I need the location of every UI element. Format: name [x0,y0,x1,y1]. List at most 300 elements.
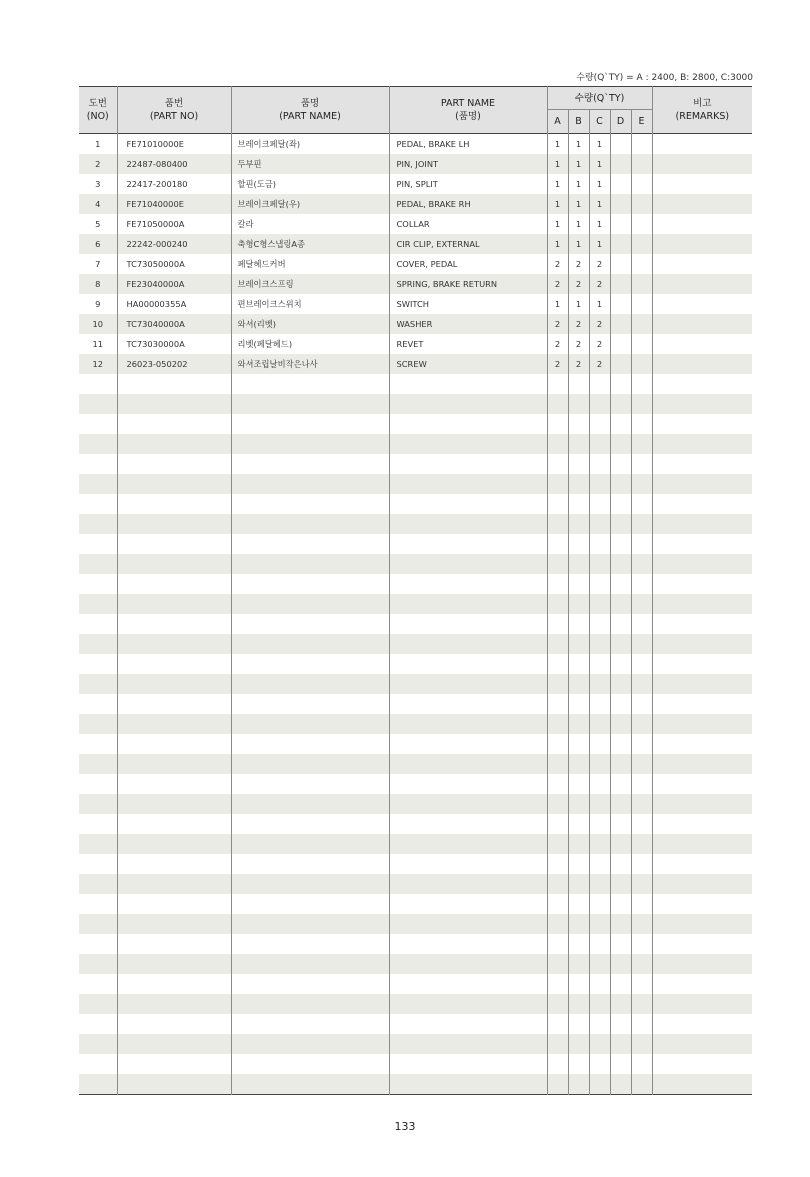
part-number-cell [117,734,231,754]
empty-table-row [79,394,752,414]
remarks-cell [652,214,752,234]
qty-e-cell [631,994,652,1014]
empty-table-row [79,694,752,714]
remarks-cell [652,514,752,534]
empty-table-row [79,934,752,954]
part-name-korean-cell [231,854,389,874]
qty-a-cell [547,934,568,954]
qty-c-cell [589,554,610,574]
part-name-korean-cell [231,394,389,414]
qty-e-cell [631,154,652,174]
part-name-korean-cell: 와셔조립날비작은나사 [231,354,389,374]
remarks-cell [652,834,752,854]
qty-c-cell [589,794,610,814]
qty-e-cell [631,814,652,834]
qty-e-cell [631,494,652,514]
remarks-cell [652,734,752,754]
part-name-korean-cell [231,374,389,394]
part-name-korean-cell: 편브레이크스위치 [231,294,389,314]
qty-e-cell [631,894,652,914]
part-name-english-cell: WASHER [389,314,547,334]
part-name-english-cell [389,774,547,794]
qty-b-cell [568,834,589,854]
qty-e-cell [631,914,652,934]
qty-d-cell [610,174,631,194]
qty-a-cell [547,594,568,614]
qty-b-cell: 1 [568,154,589,174]
qty-b-cell [568,934,589,954]
qty-a-cell [547,694,568,714]
row-number-cell: 9 [95,299,101,309]
qty-a-cell: 1 [547,294,568,314]
part-name-korean-cell: 축형C형스냅링A종 [231,234,389,254]
part-number-cell [117,934,231,954]
part-name-korean-cell [231,414,389,434]
qty-d-cell [610,814,631,834]
part-name-korean-cell [231,714,389,734]
qty-c-cell: 2 [589,334,610,354]
qty-d-cell [610,954,631,974]
empty-table-row [79,514,752,534]
table-row [79,134,752,155]
part-name-korean-cell [231,1034,389,1054]
part-number-cell [117,874,231,894]
part-name-english-cell [389,534,547,554]
part-name-english-cell [389,934,547,954]
qty-a-cell [547,734,568,754]
qty-e-cell [631,954,652,974]
row-number-cell: 8 [79,274,117,294]
qty-a-cell [547,1054,568,1074]
part-name-korean-cell [231,654,389,674]
part-number-cell [117,1074,231,1095]
row-number-cell: 7 [95,259,101,269]
part-number-cell [117,494,231,514]
part-number-cell [117,714,231,734]
part-number-cell: TC73050000A [117,254,231,274]
qty-d-cell [610,334,631,354]
empty-table-row [79,614,752,634]
qty-a-cell [547,874,568,894]
part-name-korean-cell [231,974,389,994]
row-number-cell [79,654,117,674]
qty-e-cell [631,1074,652,1095]
part-number-cell [117,694,231,714]
qty-e-cell [631,214,652,234]
qty-e-cell [631,854,652,874]
part-number-cell [117,474,231,494]
remarks-cell [652,194,752,214]
remarks-cell [652,574,752,594]
empty-table-row [79,534,752,554]
empty-table-row [79,954,752,974]
empty-table-row [79,674,752,694]
part-number-cell [117,894,231,914]
table-row [79,314,752,334]
qty-a-cell: 2 [547,314,568,334]
qty-c-cell [589,954,610,974]
part-name-english-cell [389,594,547,614]
row-number-cell [79,394,117,414]
qty-e-cell [631,234,652,254]
qty-b-cell [568,634,589,654]
part-number-cell [117,634,231,654]
part-name-english-cell [389,1074,547,1095]
qty-e-cell [631,754,652,774]
empty-table-row [79,994,752,1014]
remarks-cell [652,874,752,894]
row-number-cell: 10 [79,314,117,334]
qty-a-cell [547,914,568,934]
header-qty-e: E [631,110,652,134]
qty-d-cell [610,594,631,614]
part-name-korean-cell [231,774,389,794]
qty-b-cell: 2 [568,314,589,334]
part-number-cell [117,394,231,414]
part-number-cell [117,1054,231,1074]
part-number-cell: 22487-080400 [117,154,231,174]
empty-table-row [79,434,752,454]
part-name-english-cell [389,574,547,594]
qty-e-cell [631,874,652,894]
qty-b-cell: 1 [568,174,589,194]
qty-b-cell [568,814,589,834]
part-number-cell: HA00000355A [117,294,231,314]
qty-b-cell [568,974,589,994]
empty-table-row [79,654,752,674]
table-row [79,274,752,294]
part-number-cell [117,654,231,674]
qty-a-cell [547,454,568,474]
part-name-english-cell [389,434,547,454]
qty-a-cell [547,514,568,534]
remarks-cell [652,1054,752,1074]
part-name-english-cell [389,1034,547,1054]
remarks-cell [652,634,752,654]
remarks-cell [652,554,752,574]
qty-b-cell [568,434,589,454]
qty-c-cell [589,574,610,594]
part-name-english-cell [389,694,547,714]
part-name-english-cell [389,474,547,494]
qty-c-cell [589,414,610,434]
part-name-korean-cell: 할핀(도금) [231,174,389,194]
qty-b-cell [568,1034,589,1054]
qty-b-cell [568,374,589,394]
row-number-cell [79,914,117,934]
qty-d-cell [610,674,631,694]
empty-table-row [79,754,752,774]
header-qty-b: B [568,110,589,134]
remarks-cell [652,274,752,294]
qty-d-cell [610,414,631,434]
remarks-cell [652,854,752,874]
remarks-cell [652,714,752,734]
row-number-cell [79,634,117,654]
part-name-english-cell: REVET [389,334,547,354]
qty-d-cell [610,894,631,914]
row-number-cell [79,614,117,634]
qty-a-cell [547,714,568,734]
empty-table-row [79,1034,752,1054]
qty-b-cell [568,874,589,894]
qty-b-cell [568,554,589,574]
qty-e-cell [631,314,652,334]
row-number-cell [79,1074,117,1095]
qty-a-cell [547,954,568,974]
row-number-cell [79,1034,117,1054]
table-row [79,354,752,374]
qty-c-cell [589,614,610,634]
qty-b-cell [568,954,589,974]
empty-table-row [79,594,752,614]
qty-d-cell [610,774,631,794]
qty-e-cell [631,474,652,494]
part-number-cell [117,1034,231,1054]
qty-c-cell [589,894,610,914]
part-name-korean-cell [231,814,389,834]
part-number-cell [117,514,231,534]
part-name-korean-cell: 브레이크페달(좌) [231,134,389,155]
qty-b-cell [568,1074,589,1095]
header-qty-a: A [547,110,568,134]
row-number-cell [79,374,117,394]
empty-table-row [79,634,752,654]
qty-b-cell [568,1054,589,1074]
part-name-english-cell: SCREW [389,354,547,374]
remarks-cell [652,254,752,274]
part-name-english-cell: SWITCH [389,294,547,314]
remarks-cell [652,914,752,934]
part-number-cell [117,814,231,834]
qty-e-cell [631,614,652,634]
row-number-cell [79,1014,117,1034]
part-name-english-cell [389,674,547,694]
row-number-cell [79,534,117,554]
qty-b-cell [568,1014,589,1034]
qty-a-cell [547,794,568,814]
qty-e-cell [631,574,652,594]
qty-c-cell [589,934,610,954]
empty-table-row [79,1054,752,1074]
qty-a-cell: 2 [547,254,568,274]
qty-c-cell [589,714,610,734]
row-number-cell [79,894,117,914]
remarks-cell [652,794,752,814]
qty-b-cell: 2 [568,354,589,374]
qty-d-cell [610,734,631,754]
row-number-cell [79,834,117,854]
qty-d-cell [610,134,631,155]
part-name-korean-cell [231,874,389,894]
part-name-english-cell [389,894,547,914]
part-number-cell: 26023-050202 [117,354,231,374]
qty-c-cell [589,834,610,854]
qty-a-cell [547,854,568,874]
row-number-cell: 4 [79,194,117,214]
qty-c-cell [589,814,610,834]
qty-a-cell [547,534,568,554]
qty-e-cell [631,334,652,354]
qty-a-cell: 1 [547,134,568,155]
row-number-cell [79,994,117,1014]
qty-d-cell [610,574,631,594]
part-name-english-cell [389,794,547,814]
table-row [79,214,752,234]
qty-e-cell [631,454,652,474]
row-number-cell [79,434,117,454]
part-number-cell [117,434,231,454]
qty-e-cell [631,354,652,374]
table-row [79,294,752,314]
remarks-cell [652,1014,752,1034]
row-number-cell: 5 [95,219,101,229]
part-number-cell: TC73030000A [117,334,231,354]
part-name-english-cell [389,494,547,514]
part-number-cell: FE71050000A [117,214,231,234]
remarks-cell [652,354,752,374]
empty-table-row [79,1074,752,1095]
qty-c-cell [589,654,610,674]
qty-d-cell [610,634,631,654]
qty-c-cell [589,534,610,554]
qty-a-cell [547,754,568,774]
part-name-korean-cell [231,1054,389,1074]
empty-table-row [79,474,752,494]
qty-b-cell [568,734,589,754]
part-name-korean-cell [231,454,389,474]
qty-c-cell [589,434,610,454]
header-qty-c: C [589,110,610,134]
qty-b-cell [568,694,589,714]
part-name-korean-cell [231,834,389,854]
part-name-korean-cell: 브레이크페달(우) [231,194,389,214]
part-name-korean-cell [231,1074,389,1095]
row-number-cell [79,774,117,794]
qty-c-cell [589,974,610,994]
part-name-english-cell [389,834,547,854]
qty-e-cell [631,414,652,434]
remarks-cell [652,154,752,174]
qty-e-cell [631,694,652,714]
part-name-korean-cell [231,574,389,594]
qty-b-cell: 2 [568,334,589,354]
qty-d-cell [610,214,631,234]
remarks-cell [652,694,752,714]
row-number-cell: 11 [92,339,104,349]
remarks-cell [652,1034,752,1054]
remarks-cell [652,134,752,155]
part-name-korean-cell [231,1014,389,1034]
qty-e-cell [631,134,652,155]
part-name-english-cell [389,1054,547,1074]
part-name-english-cell [389,634,547,654]
part-name-korean-cell [231,494,389,514]
qty-b-cell [568,654,589,674]
qty-d-cell [610,854,631,874]
part-number-cell: TC73040000A [117,314,231,334]
remarks-cell [652,974,752,994]
qty-e-cell [631,194,652,214]
part-name-korean-cell [231,954,389,974]
qty-b-cell [568,674,589,694]
part-name-english-cell [389,1014,547,1034]
table-row [79,254,752,274]
qty-d-cell [610,934,631,954]
remarks-cell [652,414,752,434]
remarks-cell [652,594,752,614]
part-number-cell [117,374,231,394]
empty-table-row [79,734,752,754]
part-number-cell: 22417-200180 [117,174,231,194]
empty-table-row [79,494,752,514]
row-number-cell [79,414,117,434]
qty-b-cell [568,594,589,614]
qty-c-cell [589,514,610,534]
part-name-english-cell [389,374,547,394]
qty-c-cell [589,914,610,934]
qty-c-cell [589,374,610,394]
part-name-english-cell [389,654,547,674]
qty-d-cell [610,434,631,454]
quantity-note: 수량(Q`TY) = A : 2400, B: 2800, C:3000 [576,73,753,83]
row-number-cell [79,574,117,594]
part-number-cell [117,674,231,694]
part-name-korean-cell: 리벳(페달헤드) [231,334,389,354]
header-remarks: 비고 (REMARKS) [652,87,752,134]
table-row [79,154,752,174]
remarks-cell [652,774,752,794]
table-header [79,87,752,134]
qty-a-cell [547,1014,568,1034]
part-name-english-cell: CIR CLIP, EXTERNAL [389,234,547,254]
part-name-korean-cell [231,754,389,774]
header-quantity: 수량(Q`TY) [547,87,652,110]
qty-d-cell [610,354,631,374]
qty-d-cell [610,494,631,514]
qty-b-cell [568,454,589,474]
qty-b-cell [568,474,589,494]
table-row [79,194,752,214]
row-number-cell [79,754,117,774]
table-row [79,174,752,194]
qty-b-cell [568,794,589,814]
qty-a-cell [547,494,568,514]
remarks-cell [652,494,752,514]
qty-a-cell: 1 [547,154,568,174]
qty-e-cell [631,1014,652,1034]
row-number-cell [79,814,117,834]
qty-a-cell [547,414,568,434]
qty-b-cell [568,614,589,634]
qty-b-cell [568,714,589,734]
qty-e-cell [631,974,652,994]
qty-a-cell: 2 [547,334,568,354]
empty-table-row [79,554,752,574]
remarks-cell [652,994,752,1014]
qty-e-cell [631,594,652,614]
part-name-korean-cell: 두부핀 [231,154,389,174]
empty-table-row [79,1014,752,1034]
qty-c-cell: 2 [589,254,610,274]
part-name-english-cell: PIN, SPLIT [389,174,547,194]
empty-table-row [79,854,752,874]
part-number-cell: FE23040000A [117,274,231,294]
part-number-cell [117,914,231,934]
table-body [79,134,752,1095]
row-number-cell: 2 [79,154,117,174]
header-part-no: 품번 (PART NO) [117,87,231,134]
